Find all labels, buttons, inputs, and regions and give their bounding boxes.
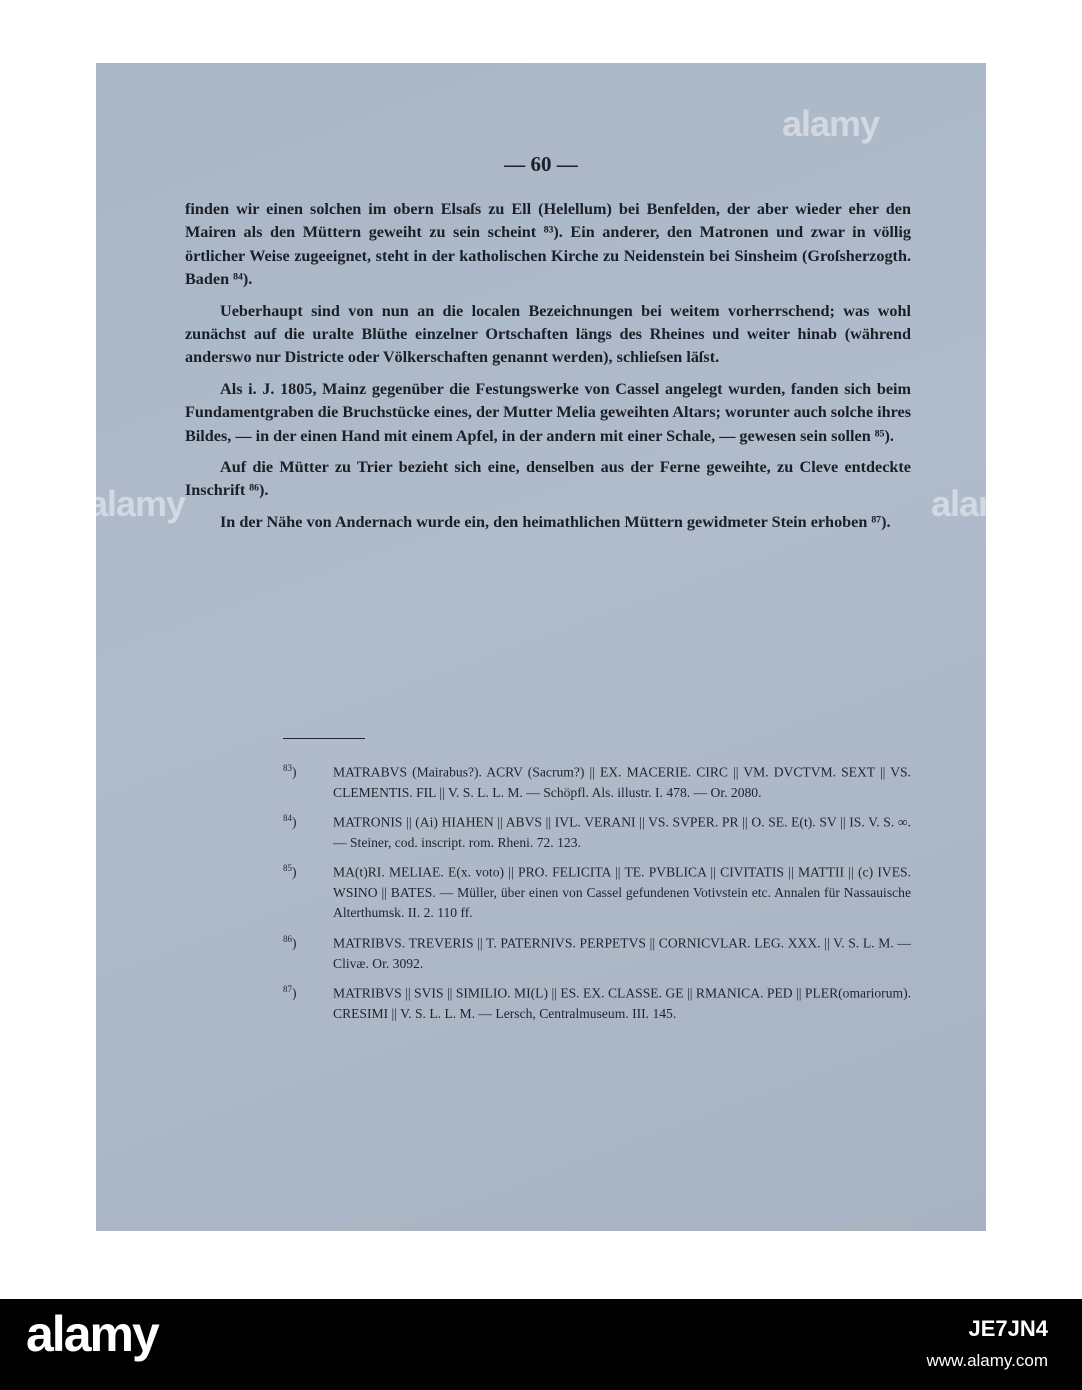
footnotes [283, 758, 911, 1029]
paragraph: Ueberhaupt sind von nun an die localen Bezeichnungen bei weitem vorherrschend; was wohl zunächst auf die uralte Blüthe einzelner Ortschaften längs des Rheines und weiter hinab (während anderswo nur Districte oder Völkerschaften genannt werden), schlieſsen läſst. [185, 301, 911, 367]
footnote [283, 858, 911, 923]
footnote-number: $^{84}$) [283, 813, 297, 830]
paragraph: Als i. J. 1805, Mainz gegenüber die Festungswerke von Cassel angelegt wurden, fanden sich beim Fundamentgraben die Bruchstücke eines, der Mutter Melia geweihten Altars; worunter auch solche ihres Bildes, — in der einen Hand mit einem Apfel, in der andern mit einer Schale, — gewesen sein sollen ⁸⁵). [185, 379, 911, 445]
footnote [283, 929, 911, 974]
footnote-separator [283, 738, 365, 739]
brand-logo: alamy [26, 1306, 158, 1362]
site-url: www.alamy.com [926, 1351, 1048, 1370]
footnote-number: $^{85}$) [283, 863, 297, 880]
watermark-overlay: alamy [931, 483, 1029, 524]
watermark-overlay: alamy [782, 103, 880, 144]
footnote-number: $^{87}$) [283, 983, 297, 1001]
footnote-text: MATRIBVS. TREVERIS || T. PATERNIVS. PERPETVS || CORNICVLAR. LEG. XXX. || V. S. L. M. — Clivæ. Or. 3092. [333, 935, 911, 971]
footnote-text: MATRIBVS || SVIS || SIMILIO. MI(L) || ES. EX. CLASSE. GE || RMANICA. PED || PLER(omariorum). CRESIMI || V. S. L. L. M. — Lersch, Centralmuseum. III. 145. [333, 985, 911, 1021]
footnote-text: MATRABVS (Mairabus?). ACRV (Sacrum?) || EX. MACERIE. CIRC || VM. DVCTVM. SEXT || VS. CLEMENTIS. FIL || V. S. L. L. M. — Schöpfl. Als. illustr. I. 478. — Or. 2080. [333, 764, 911, 800]
footnote-text: MA(t)RI. MELIAE. E(x. voto) || PRO. FELICITA || TE. PVBLICA || CIVITATIS || MATTII || (c) IVES. WSINO || BATES. — Müller, über einen von Cassel gefundenen Votivstein etc. Annalen für Nassauische Alterthumsk. II. 2. 110 ff. [333, 864, 911, 921]
footnote-number: $^{86}$) [283, 933, 297, 951]
body-text [185, 198, 911, 542]
page-number: — 60 — [504, 152, 578, 176]
footnote-text: MATRONIS || (Ai) HIAHEN || ABVS || IVL. VERANI || VS. SVPER. PR || O. SE. E(t). SV || IS. V. S. ∞. — Steiner, cod. inscript. rom. Rheni. 72. 123. [333, 814, 911, 850]
watermark-overlay: alamy [88, 483, 186, 524]
footnote [283, 758, 911, 803]
footnote [283, 979, 911, 1024]
paragraph: In der Nähe von Andernach wurde ein, den heimathlichen Müttern gewidmeter Stein erhoben ⁸⁷). [220, 512, 891, 531]
paragraph: Auf die Mütter zu Trier bezieht sich eine, denselben aus der Ferne geweihte, zu Cleve entdeckte Inschrift ⁸⁶). [185, 458, 911, 500]
image-id: JE7JN4 [968, 1316, 1048, 1341]
paragraph: finden wir einen solchen im obern Elsaſs zu Ell (Helellum) bei Benfelden, der aber wieder eher den Mairen als den Müttern geweiht zu sein scheint ⁸³). Ein anderer, den Matronen und zwar in völlig örtlicher Weise zugeeignet, steht in der katholischen Kirche zu Neidenstein bei Sinsheim (Groſsherzogth. Baden ⁸⁴). [185, 200, 911, 289]
footnote [283, 808, 911, 853]
watermark-band [0, 1299, 1082, 1390]
footnote-number: $^{83}$) [283, 763, 297, 780]
